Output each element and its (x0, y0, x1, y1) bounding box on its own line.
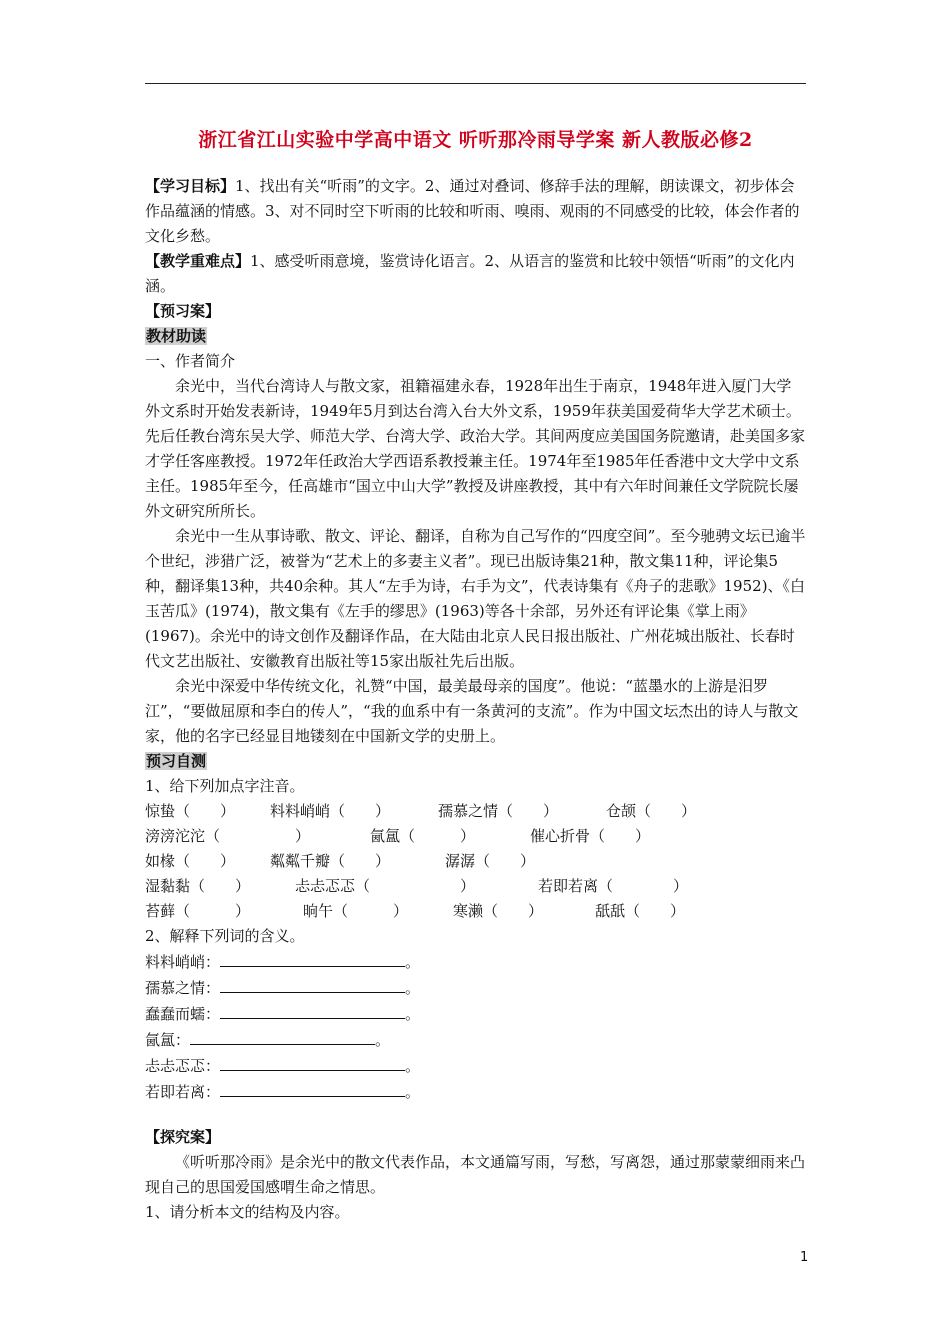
pinyin-item: 滂滂沱沱（ ） (145, 827, 311, 845)
definition-end: 。 (405, 1057, 421, 1075)
pinyin-item: 料料峭峭（ ） (270, 802, 391, 820)
header-rule (145, 83, 806, 84)
explore-question-1: 1、请分析本文的结构及内容。 (145, 1203, 350, 1221)
definition-end: 。 (405, 953, 421, 971)
preview-header: 【预习案】 (145, 302, 221, 320)
pinyin-item: 忐忐忑忑（ ） (295, 877, 476, 895)
question-1: 1、给下列加点字注音。 (145, 777, 305, 795)
keypoints-label: 【教学重难点】 (145, 252, 251, 270)
answer-blank[interactable] (220, 949, 405, 967)
pinyin-row (145, 849, 806, 874)
keypoints-text: 1、感受听雨意境，鉴赏诗化语言。2、从语言的鉴赏和比较中领悟“听雨”的文化内涵。 (145, 252, 795, 295)
definition-word: 孺慕之情： (145, 979, 221, 997)
explore-text: 《听听那冷雨》是余光中的散文代表作品，本文通篇写雨，写愁，写离怨，通过那蒙蒙细雨来凸现自己的思国爱国感喟生命之情思。 (145, 1153, 806, 1196)
pinyin-item: 潺潺（ ） (445, 852, 536, 870)
answer-blank[interactable] (220, 1053, 405, 1071)
pinyin-item: 惊蛰（ ） (145, 802, 236, 820)
goals-label: 【学习目标】 (145, 177, 236, 195)
learning-goals (145, 174, 806, 249)
explore-header: 【探究案】 (145, 1128, 221, 1146)
pinyin-item: 粼粼千瓣（ ） (270, 852, 391, 870)
definition-word: 若即若离： (145, 1083, 221, 1101)
reading-header: 教材助读 (146, 327, 207, 345)
pinyin-item: 氤氲（ ） (370, 827, 476, 845)
definition-line (145, 1027, 806, 1053)
pinyin-item: 催心折骨（ ） (530, 827, 651, 845)
pinyin-item: 仓颉（ ） (606, 802, 697, 820)
definition-end: 。 (405, 1005, 421, 1023)
definition-line (145, 1001, 806, 1027)
document-title: 浙江省江山实验中学高中语文 听听那冷雨导学案 新人教版必修2 (198, 129, 753, 151)
author-paragraph: 余光中，当代台湾诗人与散文家，祖籍福建永春，1928年出生于南京，1948年进入厦门大学外文系时开始发表新诗，1949年5月到达台湾入台大外文系，1959年获美国爱荷华大学艺术硕士。先后任教台湾东吴大学、师范大学、台湾大学、政治大学。其间两度应美国国务院邀请，赴美国多家才学任客座教授。1972年任政治大学西语系教授兼主任。1974年至1985年任香港中文大学中文系主任。1985年至今，任高雄市“国立中山大学”教授及讲座教授，其中有六年时间兼任文学院院长屡外文研究所所长。 (145, 377, 806, 520)
pinyin-item: 如椽（ ） (145, 852, 236, 870)
pinyin-item: 湿黏黏（ ） (145, 877, 251, 895)
definition-word: 氤氲： (145, 1031, 191, 1049)
pinyin-row (145, 899, 806, 924)
answer-blank[interactable] (220, 975, 405, 993)
question-2: 2、解释下列词的含义。 (145, 927, 305, 945)
definition-line (145, 949, 806, 975)
definition-line (145, 975, 806, 1001)
definition-word: 忐忐忑忑： (145, 1057, 221, 1075)
page-number: 1 (800, 1250, 809, 1265)
definition-end: 。 (405, 979, 421, 997)
definition-line (145, 1053, 806, 1079)
author-paragraph: 余光中一生从事诗歌、散文、评论、翻译，自称为自己写作的“四度空间”。至今驰骋文坛已逾半个世纪，涉猎广泛，被誉为“艺术上的多妻主义者”。现已出版诗集21种，散文集11种，评论集5种，翻译集13种，共40余种。其人“左手为诗，右手为文”，代表诗集有《舟子的悲歌》1952)、《白玉苦瓜》(1974)，散文集有《左手的缪思》(1963)等各十余部，另外还有评论集《掌上雨》(1967)。余光中的诗文创作及翻译作品，在大陆由北京人民日报出版社、广州花城出版社、长春时代文艺出版社、安徽教育出版社等15家出版社先后出版。 (145, 527, 806, 670)
definition-word: 蠢蠢而蠕： (145, 1005, 221, 1023)
pinyin-item: 苔藓（ ） (145, 902, 251, 920)
author-paragraph: 余光中深爱中华传统文化，礼赞“中国，最美最母亲的国度”。他说：“蓝墨水的上游是汨罗江”，“要做屈原和李白的传人”，“我的血系中有一条黄河的支流”。作为中国文坛杰出的诗人与散文家，他的名字已经显目地镂刻在中国新文学的史册上。 (145, 677, 799, 745)
pinyin-item: 孺慕之情（ ） (438, 802, 559, 820)
document-body (145, 174, 806, 1225)
key-points (145, 249, 806, 299)
selftest-header: 预习自测 (146, 752, 207, 770)
definition-line (145, 1079, 806, 1105)
answer-blank[interactable] (190, 1027, 375, 1045)
definition-word: 料料峭峭： (145, 953, 221, 971)
pinyin-row (145, 874, 806, 899)
pinyin-item: 舐舐（ ） (595, 902, 686, 920)
pinyin-item: 若即若离（ ） (538, 877, 689, 895)
definition-end: 。 (375, 1031, 391, 1049)
pinyin-item: 寒濑（ ） (453, 902, 544, 920)
pinyin-row (145, 799, 806, 824)
pinyin-item: 晌午（ ） (303, 902, 409, 920)
answer-blank[interactable] (220, 1079, 405, 1097)
goals-text: 1、找出有关“听雨”的文字。2、通过对叠词、修辞手法的理解，朗读课文，初步体会作品蕴涵的情感。3、对不同时空下听雨的比较和听雨、嗅雨、观雨的不同感受的比较，体会作者的文化乡愁。 (145, 177, 800, 245)
pinyin-row (145, 824, 806, 849)
answer-blank[interactable] (220, 1001, 405, 1019)
author-header: 一、作者简介 (145, 352, 236, 370)
definition-end: 。 (405, 1083, 421, 1101)
